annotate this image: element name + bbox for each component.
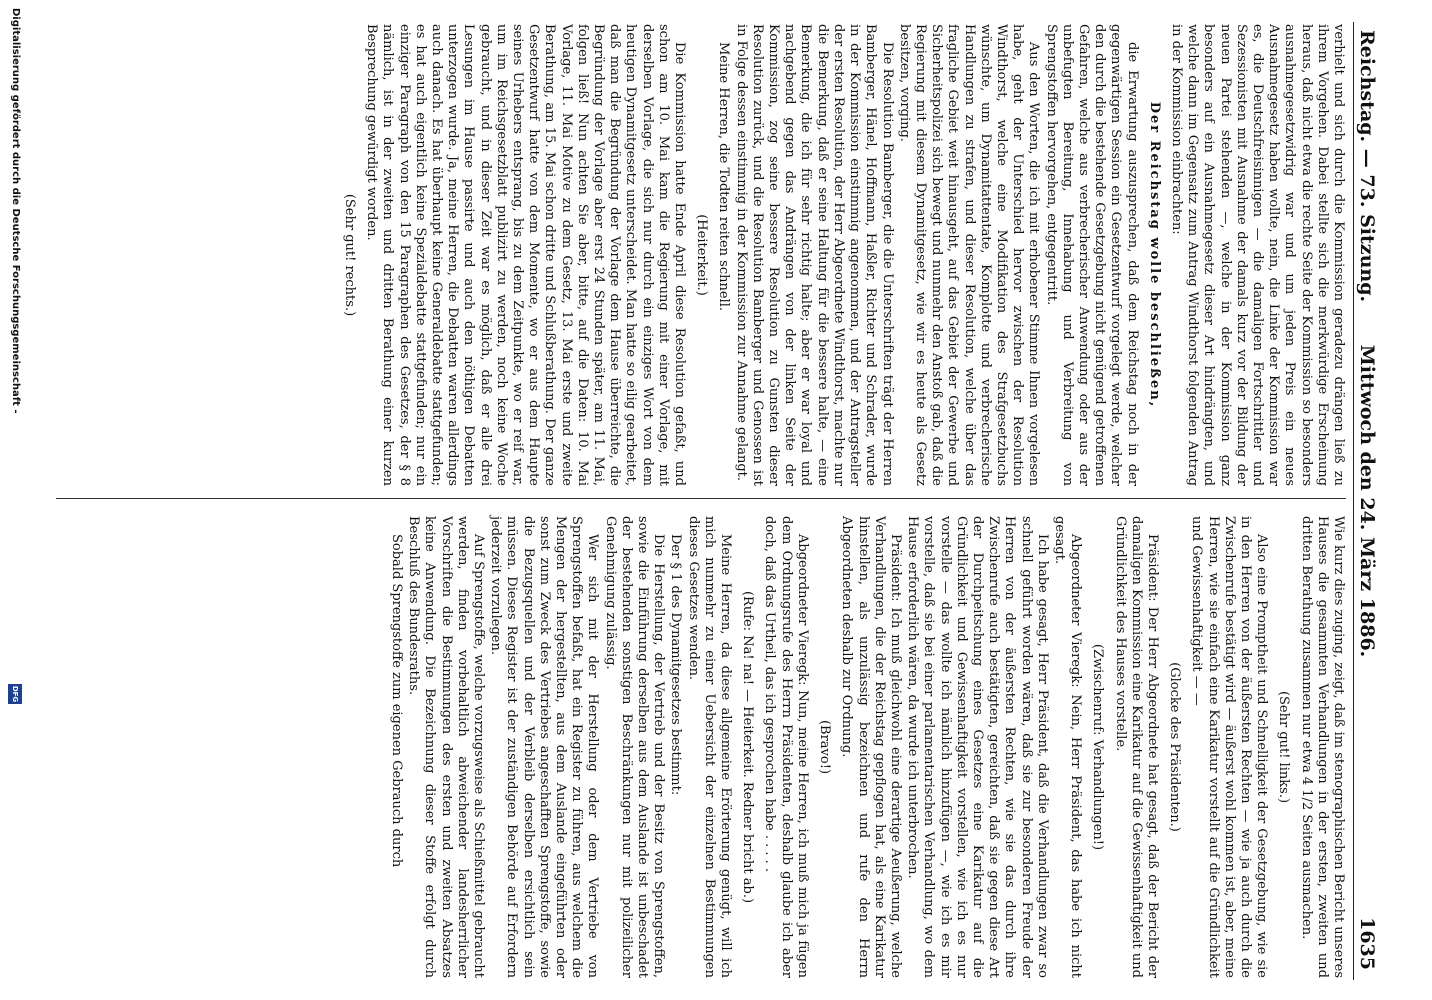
paragraph: Meine Herren, die Todten reiten schnell. (716, 42, 732, 312)
paragraph: Der § 1 des Dynamitgesetzes bestimmt: (668, 534, 684, 796)
resolution-text: die Erwartung auszusprechen, daß dem Reichstag noch in der gegenwärtigen Session ein Gesetzentwurf vorgelegt werde, welcher den durch die bestehende Gesetzgebung nicht genügend getroffenen Gefahren, welche aus verbrecherischer Anwendung oder aus der unbefugten Bereitung, Innehabung und Verbreitung von Sprengstoffen hervorgehen, entgegentritt. (1043, 24, 1140, 486)
paragraph: Wie kurz dies zuging, zeigt, daß im stenographischen Bericht unseres Hauses die gesammten Verhandlungen in der ersten, zweiten und dritten Berathung zusammen nur etwa 4 1/2 Seiten ausmachen. (1298, 516, 1346, 978)
law-text: Auf Sprengstoffe, welche vorzugsweise als Schießmittel gebraucht werden, finden vorbehaltlich abweichender landesherrlicher Vorschriften die Bestimmungen des ersten und zweiten Absatzes keine Anwendung. Die Bezeichnung dieser Stoffe erfolgt durch Beschluß des Bundesraths. (406, 516, 487, 978)
right-column (387, 516, 1346, 978)
paragraph: Die Resolution Bamberger, die die Unterschriften trägt der Herren Bamberger, Hänel, Hoffmann, Haßler, Richter und Schrader, wurde in der Kommission einstimmig angenommen, und der Antragsteller der ersten Resolution, der Herr Abgeordnete Windthorst, machte nur die Bemerkung, daß er seine Haltung für die bessere halte, — eine Bemerkung, die ich für sehr richtig halte; aber er war loyal und nachgebend gegen das Andrängen von der linken Seite der Kommission, zog seine bessere Resolution zu Gunsten dieser Resolution zurück, und die Resolution Bamberger und Genossen ist in Folge dessen einstimmig in der Kommission zur Annahme gelangt. (733, 24, 895, 486)
digitization-footer (4, 0, 24, 1000)
stage-direction: (Zwischenruf: Verhandlungen!) (1090, 643, 1106, 851)
stage-direction: (Glocke des Präsidenten.) (1167, 662, 1183, 832)
law-text: Wer sich mit der Herstellung oder dem Vertriebe von Sprengstoffen befaßt, hat ein Register zu führen, aus welchem die Mengen der hergestellten, aus dem Auslande eingeführten oder sonst zum Zweck des Vertriebes angeschafften Sprengstoffe, sowie die Bezugsquellen und der Verbleib derselben ersichtlich sein müssen. Dieses Register ist der zuständigen Behörde auf Erfordern jederzeit vorzulegen. (488, 516, 601, 978)
stage-direction: (Bravo!) (817, 719, 833, 775)
stage-direction: (Sehr gut! rechts.) (342, 193, 358, 317)
paragraph: Aus den Worten, die ich mit erhobener Stimme Ihnen vorgelesen habe, geht der Unterschied hervor zwischen der Resolution Windthorst, welche eine Modifikation des Strafgesetzbuchs wünschte, um Dynamitattentate, Komplotte und verbrecherische Handlungen zu strafen, und dieser Resolution, welche über das fragliche Gebiet weit hinausgeht, auf das Gebiet der Gewerbe und Sicherheitspolizei sich bewegt und nunmehr den Anstoß gab, daß die Regierung mit diesem Dynamitgesetz, wie wir es heute als Gesetz besitzen, vorging. (896, 24, 1042, 486)
law-text: Die Herstellung, der Vertrieb und der Besitz von Sprengstoffen, sowie die Einführung derselben aus dem Auslande ist unbeschadet der bestehenden sonstigen Beschränkungen nur mit polizeilicher Genehmigung zulässig. (602, 516, 667, 978)
stage-direction: (Sehr gut! links.) (1276, 690, 1292, 804)
newspaper-page (30, 22, 1380, 980)
president-statement: Präsident: Ich muß gleichwohl eine derartige Aeußerung, welche Verhandlungen, die der Reichstag gepflogen hat, als eine Karikatur hinstellen, als unzulässig bezeichnen und rufe den Herrn Abgeordneten deshalb zur Ordnung. (839, 516, 903, 978)
speaker-statement: Abgeordneter Vieregk: Nein, Herr Präsident, das habe ich nicht gesagt. (1051, 516, 1084, 978)
header-session: Reichstag. — 73. Sitzung. (1356, 30, 1378, 303)
speaker-statement: Abgeordneter Vieregk: Nun, meine Herren, ich muß mich ja fügen dem Ordnungsrufe des Herrn Präsidenten, deshalb glaube ich aber doch, daß das Urtheil, das ich gesprochen habe . . . . . (762, 516, 810, 978)
header-page-number: 1635 (1356, 917, 1378, 970)
paragraph: Die Kommission hatte Ende April diese Resolution gefaßt, und schon am 10. Mai kam die Regierung mit einer Vorlage, mit derselben Vorlage, die sich nur durch ein einziges Wort von dem heutigen Dynamitgesetz unterscheidet. Man hatte so eilig gearbeitet, daß man die Begründung der Vorlage dem Hause überreichte, die Begründung der Vorlage aber erst 24 Stunden später, am 11. Mai, folgen ließ! Nun achten Sie aber, bitte, auf die Daten: 10. Mai Vorlage, 11. Mai Motive zu dem Gesetz, 13. Mai erste und zweite Berathung, am 15. Mai schon dritte und Schlußberathung. Der ganze Gesetzentwurf hatte von dem Momente, wo er aus dem Haupte seines Urhebers entsprang, bis zu dem Zeitpunkte, wo er reif war, um im Reichsgesetzblatt publizirt zu werden, noch keine Woche gebraucht, und in dieser Zeit war es möglich, daß er alle drei Lesungen im Hause passirte und auch den nöthigen Debatten unterzogen wurde. Ja, meine Herren, die Debatten waren allerdings auch danach. Es hat überhaupt keine Generaldebatte stattgefunden; es hat auch eigentlich keine Spezialdebatte stattgefunden; nur ein einziger Paragraph von den 15 Paragraphen des Gesetzes, der § 8 nämlich, ist in der zweiten und dritten Berathung einer kurzen Besprechung gewürdigt worden. (364, 24, 688, 486)
stage-direction: (Rufe: Na! na! — Heiterkeit. Redner bricht ab.) (740, 590, 756, 904)
law-text: Sobald Sprengstoffe zum eigenen Gebrauch durch (389, 534, 405, 868)
resolution-heading: Der Reichstag wolle beschließen, (1146, 101, 1162, 409)
dfg-logo: DFG (8, 684, 22, 704)
paragraph: Ich habe gesagt, Herr Präsident, daß die Verhandlungen zwar so schnell geführt worden wären, daß sie zur besonderen Freude der Herren von der äußersten Rechten, wie sie das durch ihre Zwischenrufe auch bestätigten, gereichten, daß sie gegen diese Art der Durchpeitschung eines Gesetzes eine Karikatur auf die Gründlichkeit und Gewissenhaftigkeit vorstellen, wie ich es nur vorstelle — das wollte ich nämlich hinzufügen —, wie ich es mir vorstelle, daß sie bei einer parlamentarischen Verhandlung, wo dem Hause erforderlich wären, da wurde ich unterbrochen. (905, 516, 1050, 978)
left-column (335, 24, 1346, 486)
footer-credit: Digitalisierung gefördert durch die Deutsche Forschungsgemeinschaft - (10, 8, 21, 414)
paragraph: Also eine Promptheit und Schnelligkeit der Gesetzgebung, wie sie in den Herren von der äußersten Rechten — wie ja auch durch die Zwischenrufe bestätigt wird — äußerst wohl kommen ist, aber, meine Herren, wie sie einfach eine Karikatur vorstellt auf die Gründlichkeit und Gewissenhaftigkeit — — (1189, 516, 1270, 978)
header-date: Mittwoch den 24. März 1886. (1356, 344, 1378, 658)
paragraph: verhielt und sich durch die Kommission geradezu drängen ließ zu ihrem Vorgehen. Dabei stellte sich die merkwürdige Erscheinung heraus, daß nicht etwa die rechte Seite der Kommission so besonders ausnahmegesetzwidrig war und um jeden Preis ein neues Ausnahmegesetz haben wollte, nein, die Linke der Kommission war es, die Deutschfreisinnigen — die damaligen Fortschrittler und Sezessionisten mit Ausnahme der damals kurz vor der Bildung der neuen Partei stehenden —, welche in der Kommission ganz besonders auf ein Ausnahmegesetz dieser Art hindrängten, und welche dann im Gegensatz zum Antrag Windthorst folgenden Antrag in der Kommission einbrachten: (1168, 24, 1346, 486)
stage-direction: (Heiterkeit.) (694, 214, 710, 296)
page-header (1353, 22, 1380, 980)
column-divider (56, 498, 1346, 499)
president-statement: Präsident: Der Herr Abgeordnete hat gesagt, daß der Bericht der damaligen Kommission eine Karikatur auf die Gewissenhaftigkeit und Gründlichkeit des Hauses vorstelle. (1112, 516, 1160, 978)
paragraph: Meine Herren, da diese allgemeine Erörterung genügt, will ich mich nunmehr zu einer Uebersicht der einzelnen Bestimmungen dieses Gesetzes wenden. (685, 516, 734, 978)
